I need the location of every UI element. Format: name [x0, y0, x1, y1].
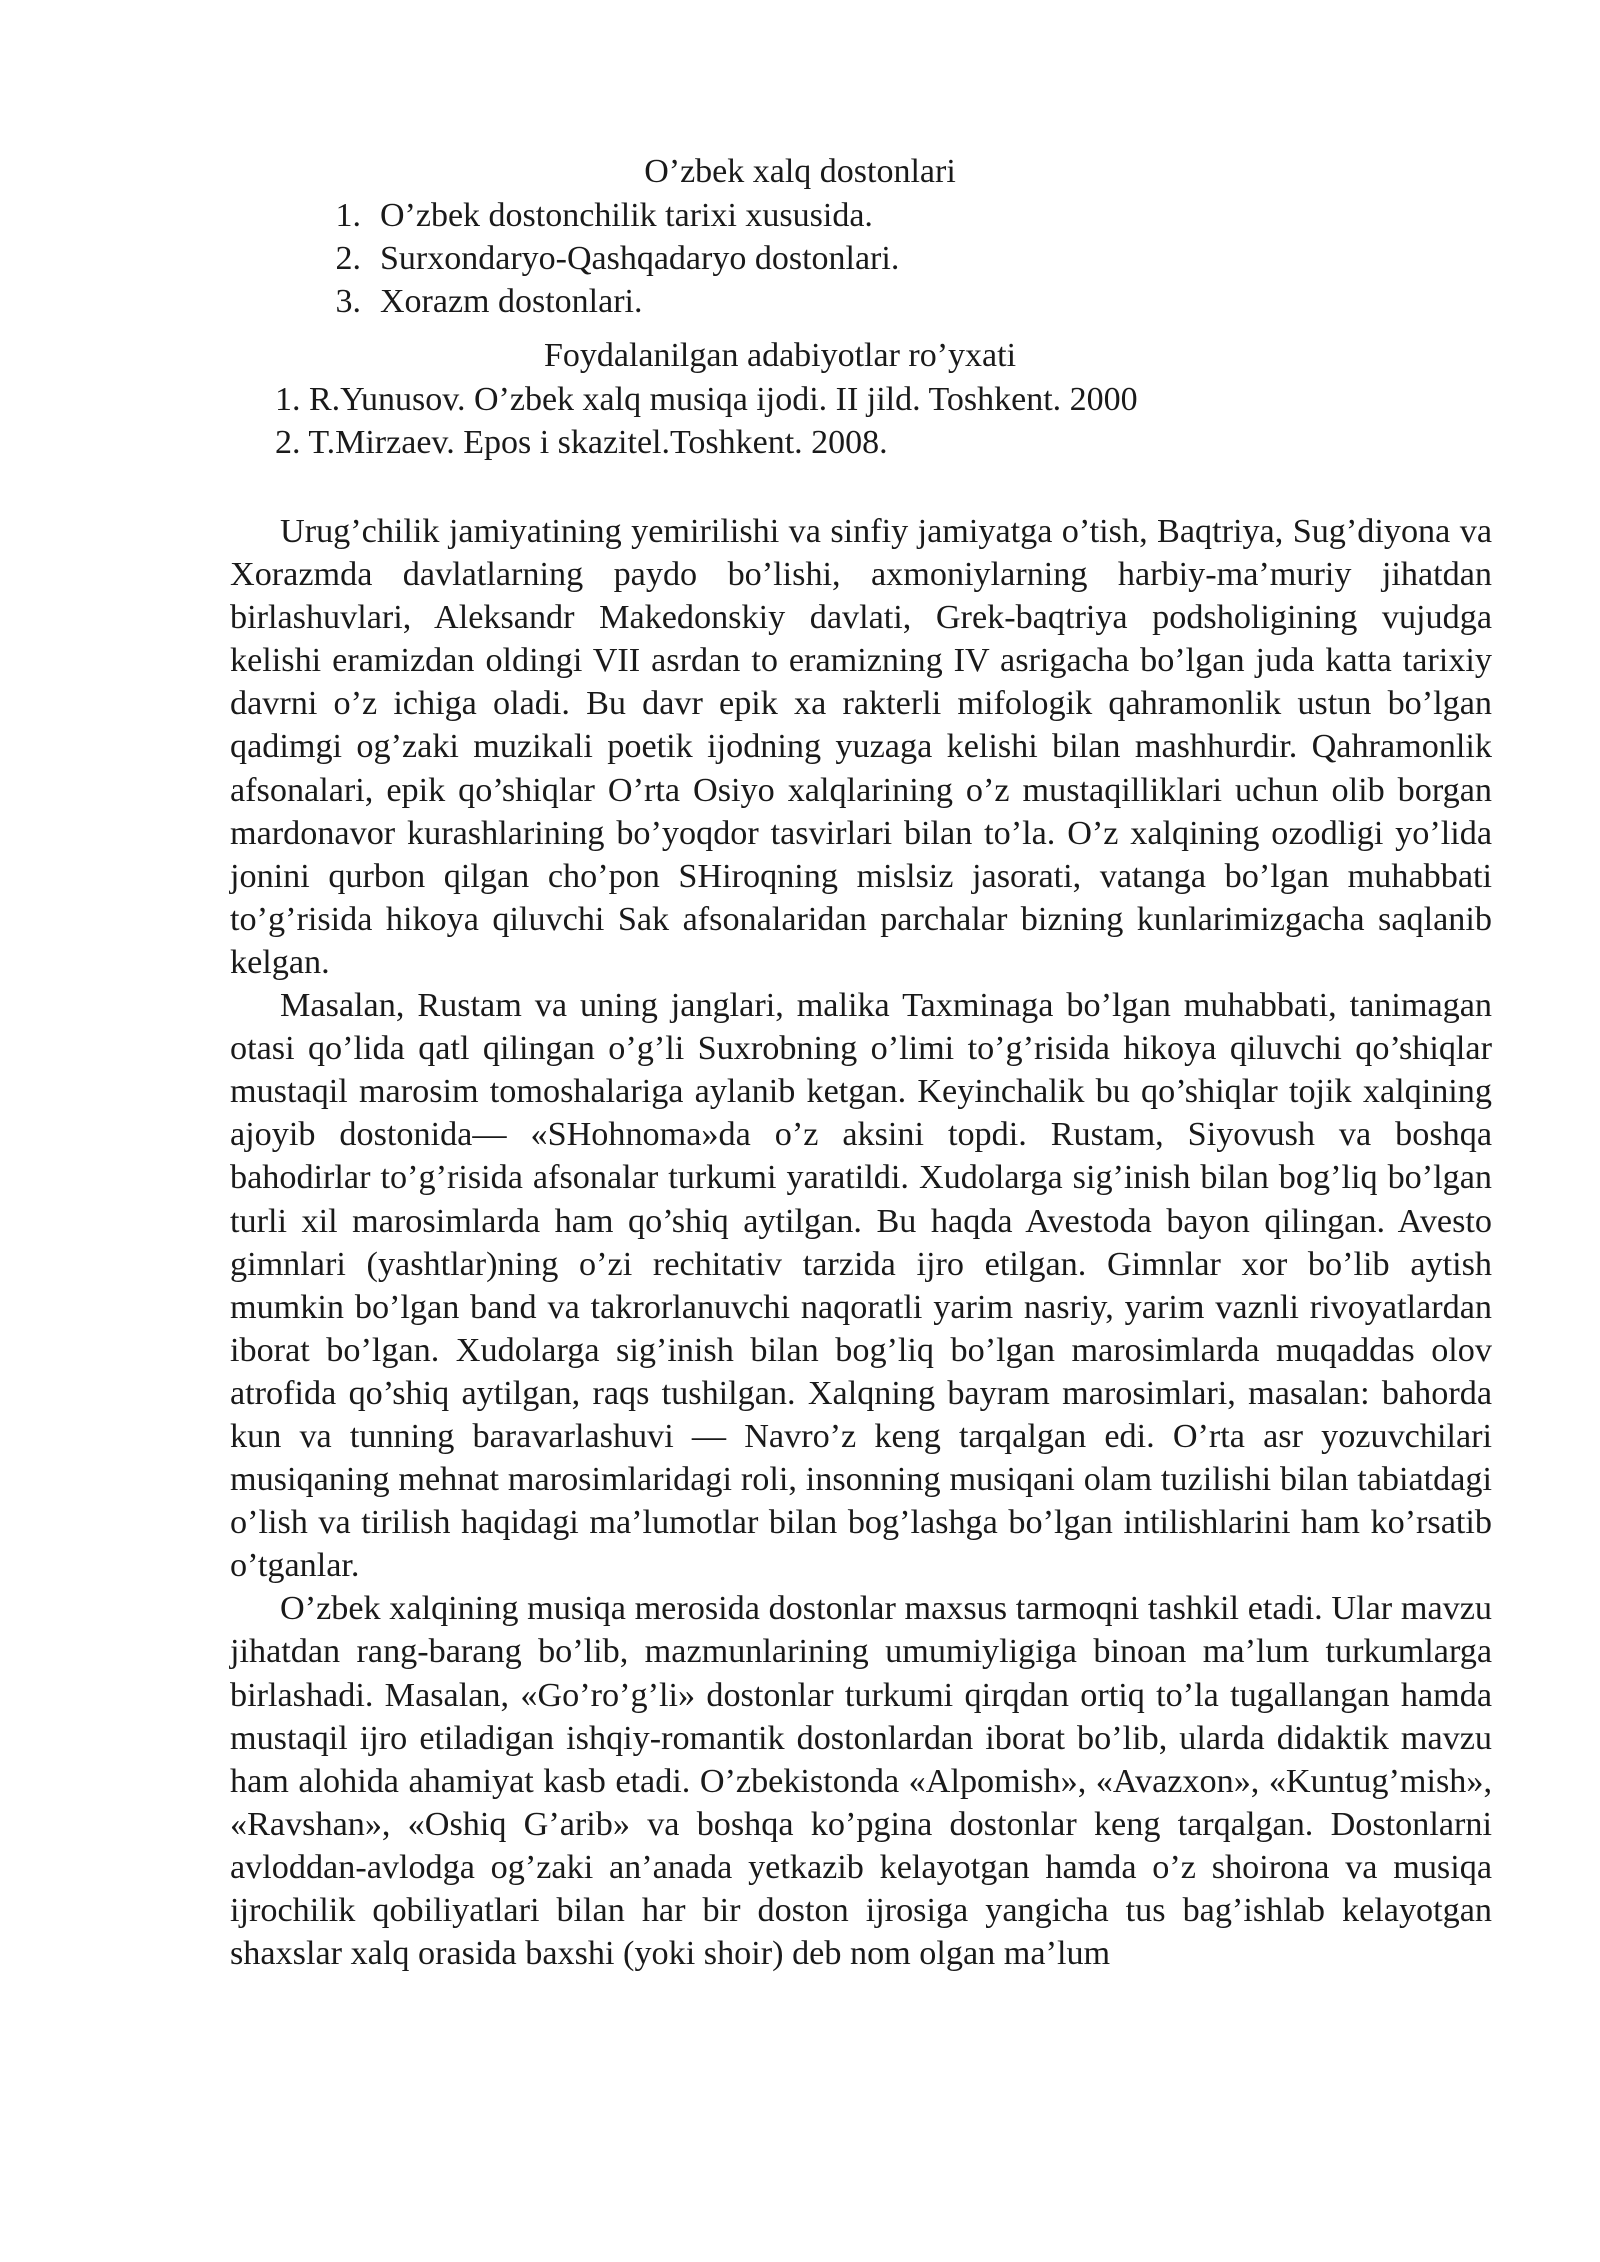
outline-item-number: 1. — [335, 197, 361, 234]
outline-item-text: Xorazm dostonlari. — [380, 283, 643, 320]
document-title: O’zbek xalq dostonlari — [644, 153, 956, 190]
body-text — [230, 510, 1492, 1975]
paragraph: Urug’chilik jamiyatining yemirilishi va sinfiy jamiyatga o’tish, Baqtriya, Sug’diyona va Xorazmda davlatlarning paydo bo’lishi, axmoniylarning harbiy-ma’muriy jihatdan birlashuvlari, Aleksandr Makedonskiy davlati, Grek-baqtriya podsholigining vujudga kelishi eramizdan oldingi VII asrdan to eramizning IV asrigacha bo’lgan juda katta tarixiy davrni o’z ichiga oladi. Bu davr epik xa rakterli mifologik qahramonlik ustun bo’lgan qadimgi og’zaki muzikali poetik ijodning yuzaga kelishi bilan mashhurdir. Qahramonlik afsonalari, epik qo’shiqlar O’rta Osiyo xalqlarining o’z mustaqilliklari uchun olib borgan mardonavor kurashlarining bo’yoqdor tasvirlari bilan to’la. O’z xalqining ozodligi yo’lida jonini qurbon qilgan cho’pon SHiroqning mislsiz jasorati, vatanga bo’lgan muhabbati to’g’risida hikoya qiluvchi Sak afsonalaridan parchalar bizning kunlarimizgacha saqlanib kelgan. — [230, 513, 1492, 981]
outline-item-text: Surxondaryo-Qashqadaryo dostonlari. — [380, 240, 900, 277]
references-heading: Foydalanilgan adabiyotlar ro’yxati — [543, 337, 1017, 374]
paragraph: Masalan, Rustam va uning janglari, malika Taxminaga bo’lgan muhabbati, tanimagan otasi qo’lida qatl qilingan o’g’li Suxrobning o’limi to’g’risida hikoya qiluvchi qo’shiqlar mustaqil marosim tomoshalariga aylanib ketgan. Keyinchalik bu qo’shiqlar tojik xalqining ajoyib dostonida— «SHohnoma»da o’z aksini topdi. Rustam, Siyovush va boshqa bahodirlar to’g’risida afsonalar turkumi yaratildi. Xudolarga sig’inish bilan bog’liq bo’lgan turli xil marosimlarda ham qo’shiq aytilgan. Bu haqda Avestoda bayon qilingan. Avesto gimnlari (yashtlar)ning o’zi rechitativ tarzida ijro etilgan. Gimnlar xor bo’lib aytish mumkin bo’lgan band va takrorlanuvchi naqoratli yarim nasriy, yarim vaznli rivoyatlardan iborat bo’lgan. Xudolarga sig’inish bilan bog’liq bo’lgan marosimlarda muqaddas olov atrofida qo’shiq aytilgan, raqs tushilgan. Xalqning bayram marosimlari, masalan: bahorda kun va tunning baravarlashuvi — Navro’z keng tarqalgan edi. O’rta asr yozuvchilari musiqaning mehnat marosimlaridagi roli, insonning musiqani olam tuzilishi bilan tabiatdagi o’lish va tirilish haqidagi ma’lumotlar bilan bog’lashga bo’lgan intilishlarini ham ko’rsatib o’tganlar. — [230, 987, 1492, 1585]
paragraph: O’zbek xalqining musiqa merosida dostonlar maxsus tarmoqni tashkil etadi. Ular mavzu jihatdan rang-barang bo’lib, mazmunlarining umumiyligiga binoan ma’lum turkumlarga birlashadi. Masalan, «Go’ro’g’li» dostonlar turkumi qirqdan ortiq to’la tugallangan hamda mustaqil ijro etiladigan ishqiy-romantik dostonlardan iborat bo’lib, ularda didaktik mavzu ham alohida ahamiyat kasb etadi. O’zbekistonda «Alpomish», «Avazxon», «Kuntug’mish», «Ravshan», «Oshiq G’arib» va boshqa ko’pgina dostonlar keng tarqalgan. Dostonlarni avloddan-avlodga og’zaki an’anada yetkazib kelayotgan hamda o’z shoirona va musiqa ijrochilik qobiliyatlari bilan har bir doston ijrosiga yangicha tus bag’ishlab kelayotgan shaxslar xalq orasida baxshi (yoki shoir) deb nom olgan ma’lum — [230, 1590, 1492, 1973]
reference-item: 2. T.Mirzaev. Epos i skazitel.Toshkent. 2008. — [275, 424, 888, 461]
outline-item-text: O’zbek dostonchilik tarixi xususida. — [380, 197, 873, 234]
outline-item-number: 3. — [335, 283, 361, 320]
reference-item: 1. R.Yunusov. O’zbek xalq musiqa ijodi. II jild. Toshkent. 2000 — [275, 381, 1138, 418]
outline-item-number: 2. — [335, 240, 361, 277]
